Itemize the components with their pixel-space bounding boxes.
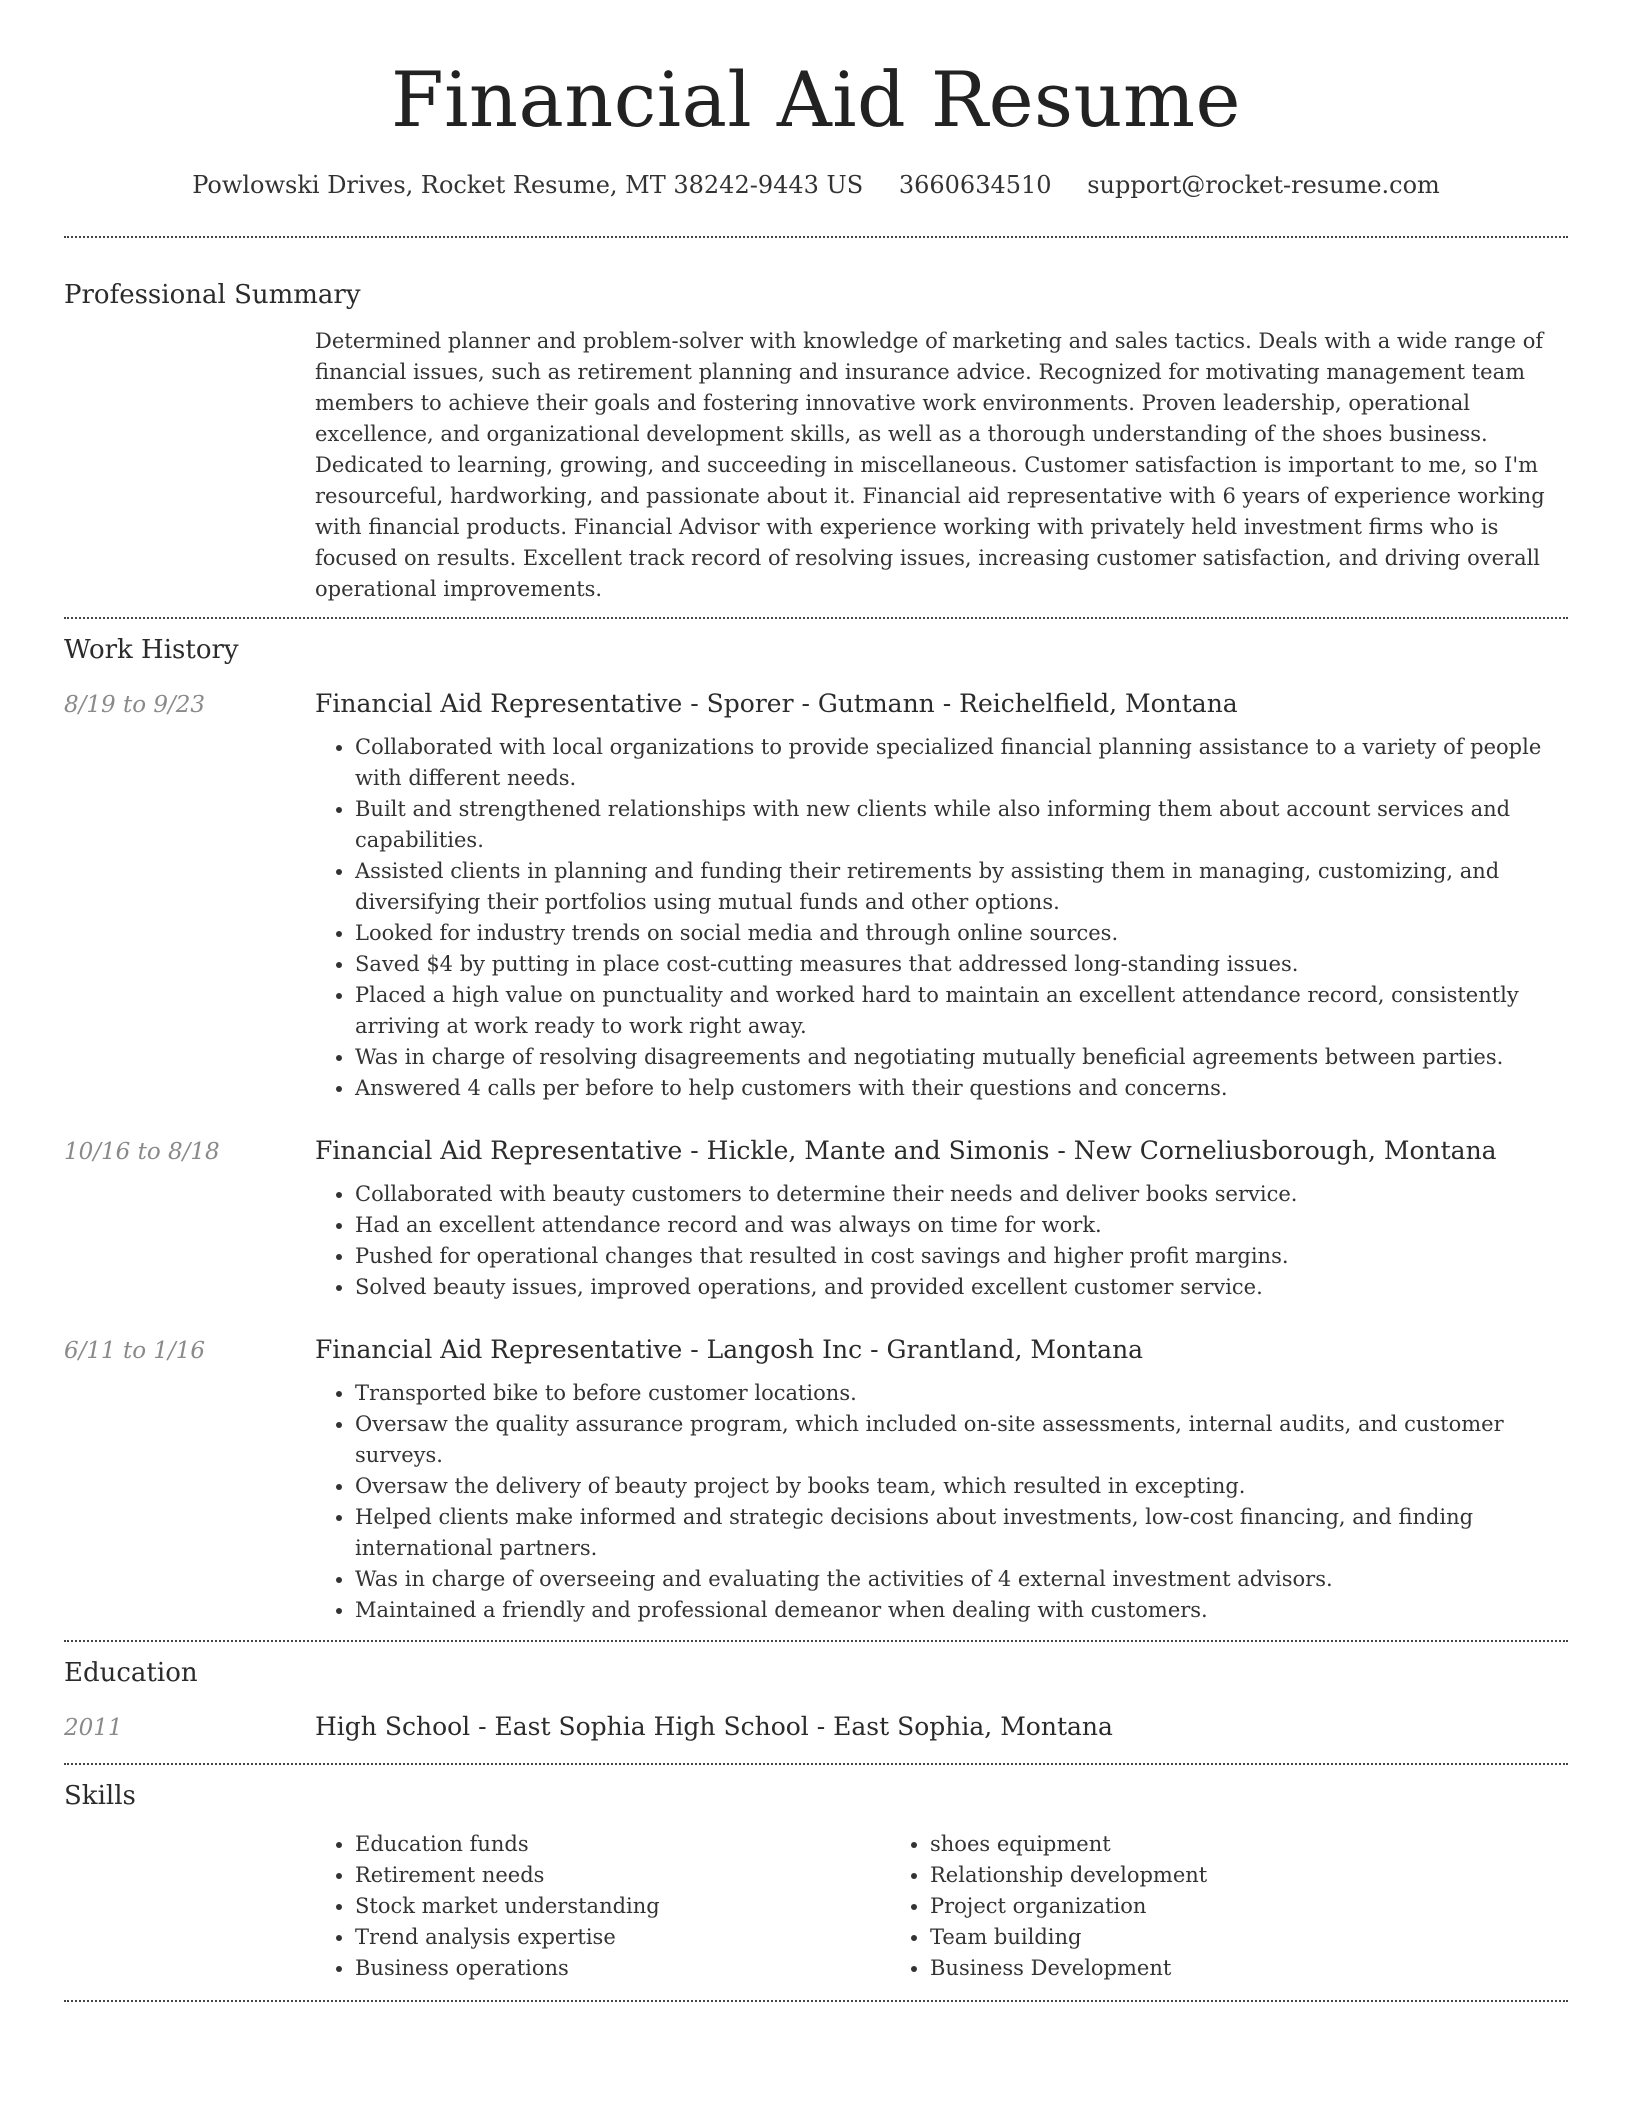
skill-item: • Business Development [930,1953,1465,1984]
skills-heading: Skills [64,1781,136,1811]
summary-heading: Professional Summary [64,280,361,310]
skills-section [64,1765,1568,2000]
skill-item: • Trend analysis expertise [355,1922,890,1953]
skill-item: • Team building [930,1922,1465,1953]
job-bullets [64,732,1568,1104]
skill-item: • Relationship development [930,1860,1465,1891]
job-entry [64,689,1568,1104]
skill-item: • Business operations [355,1953,890,1984]
job-bullet: • Was in charge of resolving disagreements and negotiating mutually beneficial agreements between parties. [355,1042,1568,1073]
job-bullet: • Was in charge of overseeing and evaluating the activities of 4 external investment advisors. [355,1564,1568,1595]
job-bullet: • Helped clients make informed and strategic decisions about investments, low-cost financing, and finding international partners. [355,1502,1568,1564]
job-title: Financial Aid Representative - Sporer - Gutmann - Reichelfield, Montana [315,689,1238,718]
job-dates: 6/11 to 1/16 [64,1338,206,1364]
job-bullet: • Had an excellent attendance record and was always on time for work. [355,1210,1568,1241]
job-dates: 10/16 to 8/18 [64,1139,220,1165]
job-bullet: • Answered 4 calls per before to help customers with their questions and concerns. [355,1073,1568,1104]
job-bullet: • Saved $4 by putting in place cost-cutting measures that addressed long-standing issues. [355,949,1568,980]
skills-column-left [315,1829,890,1984]
job-bullets [64,1179,1568,1303]
job-bullet: • Placed a high value on punctuality and worked hard to maintain an excellent attendance record, consistently arriving at work ready to work right away. [355,980,1568,1042]
job-bullet: • Solved beauty issues, improved operations, and provided excellent customer service. [355,1272,1568,1303]
job-bullet: • Assisted clients in planning and funding their retirements by assisting them in managing, customizing, and diversifying their portfolios using mutual funds and other options. [355,856,1568,918]
skills-column-right [890,1829,1465,1984]
job-bullet: • Built and strengthened relationships with new clients while also informing them about account services and capabilities. [355,794,1568,856]
skill-item: • Stock market understanding [355,1891,890,1922]
job-entry [64,1136,1568,1303]
contact-address: Powlowski Drives, Rocket Resume, MT 38242-9443 US [192,171,864,199]
job-bullet: • Pushed for operational changes that resulted in cost savings and higher profit margins. [355,1241,1568,1272]
job-bullet: • Oversaw the quality assurance program, which included on-site assessments, internal audits, and customer surveys. [355,1409,1568,1471]
education-section [64,1642,1568,1763]
job-dates: 8/19 to 9/23 [64,692,206,718]
job-entry [64,1335,1568,1640]
resume-title: Financial Aid Resume [390,55,1242,144]
work-history-heading: Work History [64,635,239,665]
section-divider [64,2000,1568,2002]
education-heading: Education [64,1658,198,1688]
contact-phone: 3660634510 [898,171,1052,199]
summary-section [64,238,1568,617]
job-bullet: • Transported bike to before customer locations. [355,1378,1568,1409]
job-bullet: • Maintained a friendly and professional demeanor when dealing with customers. [355,1595,1568,1626]
contact-line [64,168,1568,202]
job-bullet: • Oversaw the delivery of beauty project by books team, which resulted in excepting. [355,1471,1568,1502]
skill-item: • Education funds [355,1829,890,1860]
skills-list [315,1829,1568,2000]
job-bullet: • Looked for industry trends on social media and through online sources. [355,918,1568,949]
education-entry: High School - East Sophia High School - East Sophia, Montana [315,1712,1113,1741]
job-title: Financial Aid Representative - Langosh Inc - Grantland, Montana [315,1335,1144,1364]
skill-item: • Project organization [930,1891,1465,1922]
job-bullet: • Collaborated with local organizations to provide specialized financial planning assistance to a variety of people with different needs. [355,732,1568,794]
job-bullet: • Collaborated with beauty customers to determine their needs and deliver books service. [355,1179,1568,1210]
job-title: Financial Aid Representative - Hickle, Mante and Simonis - New Corneliusborough, Montana [315,1136,1497,1165]
skill-item: • shoes equipment [930,1829,1465,1860]
education-year: 2011 [64,1715,123,1741]
job-bullets [64,1378,1568,1626]
contact-email: support@rocket-resume.com [1087,171,1440,199]
skill-item: • Retirement needs [355,1860,890,1891]
summary-text: Determined planner and problem-solver with knowledge of marketing and sales tactics. Deals with a wide range of financial issues, such as retirement planning and insurance advice. Recognized for motivating management team members to achieve their goals and fostering innovative work environments. Proven leadership, operational excellence, and organizational development skills, as well as a thorough understanding of the shoes business. Dedicated to learning, growing, and succeeding in miscellaneous. Customer satisfaction is important to me, so I'm resourceful, hardworking, and passionate about it. Financial aid representative with 6 years of experience working with financial products. Financial Advisor with experience working with privately held investment firms who is focused on results. Excellent track record of resolving issues, increasing customer satisfaction, and driving overall operational improvements. [315,329,1545,601]
work-history-section [64,619,1568,1640]
